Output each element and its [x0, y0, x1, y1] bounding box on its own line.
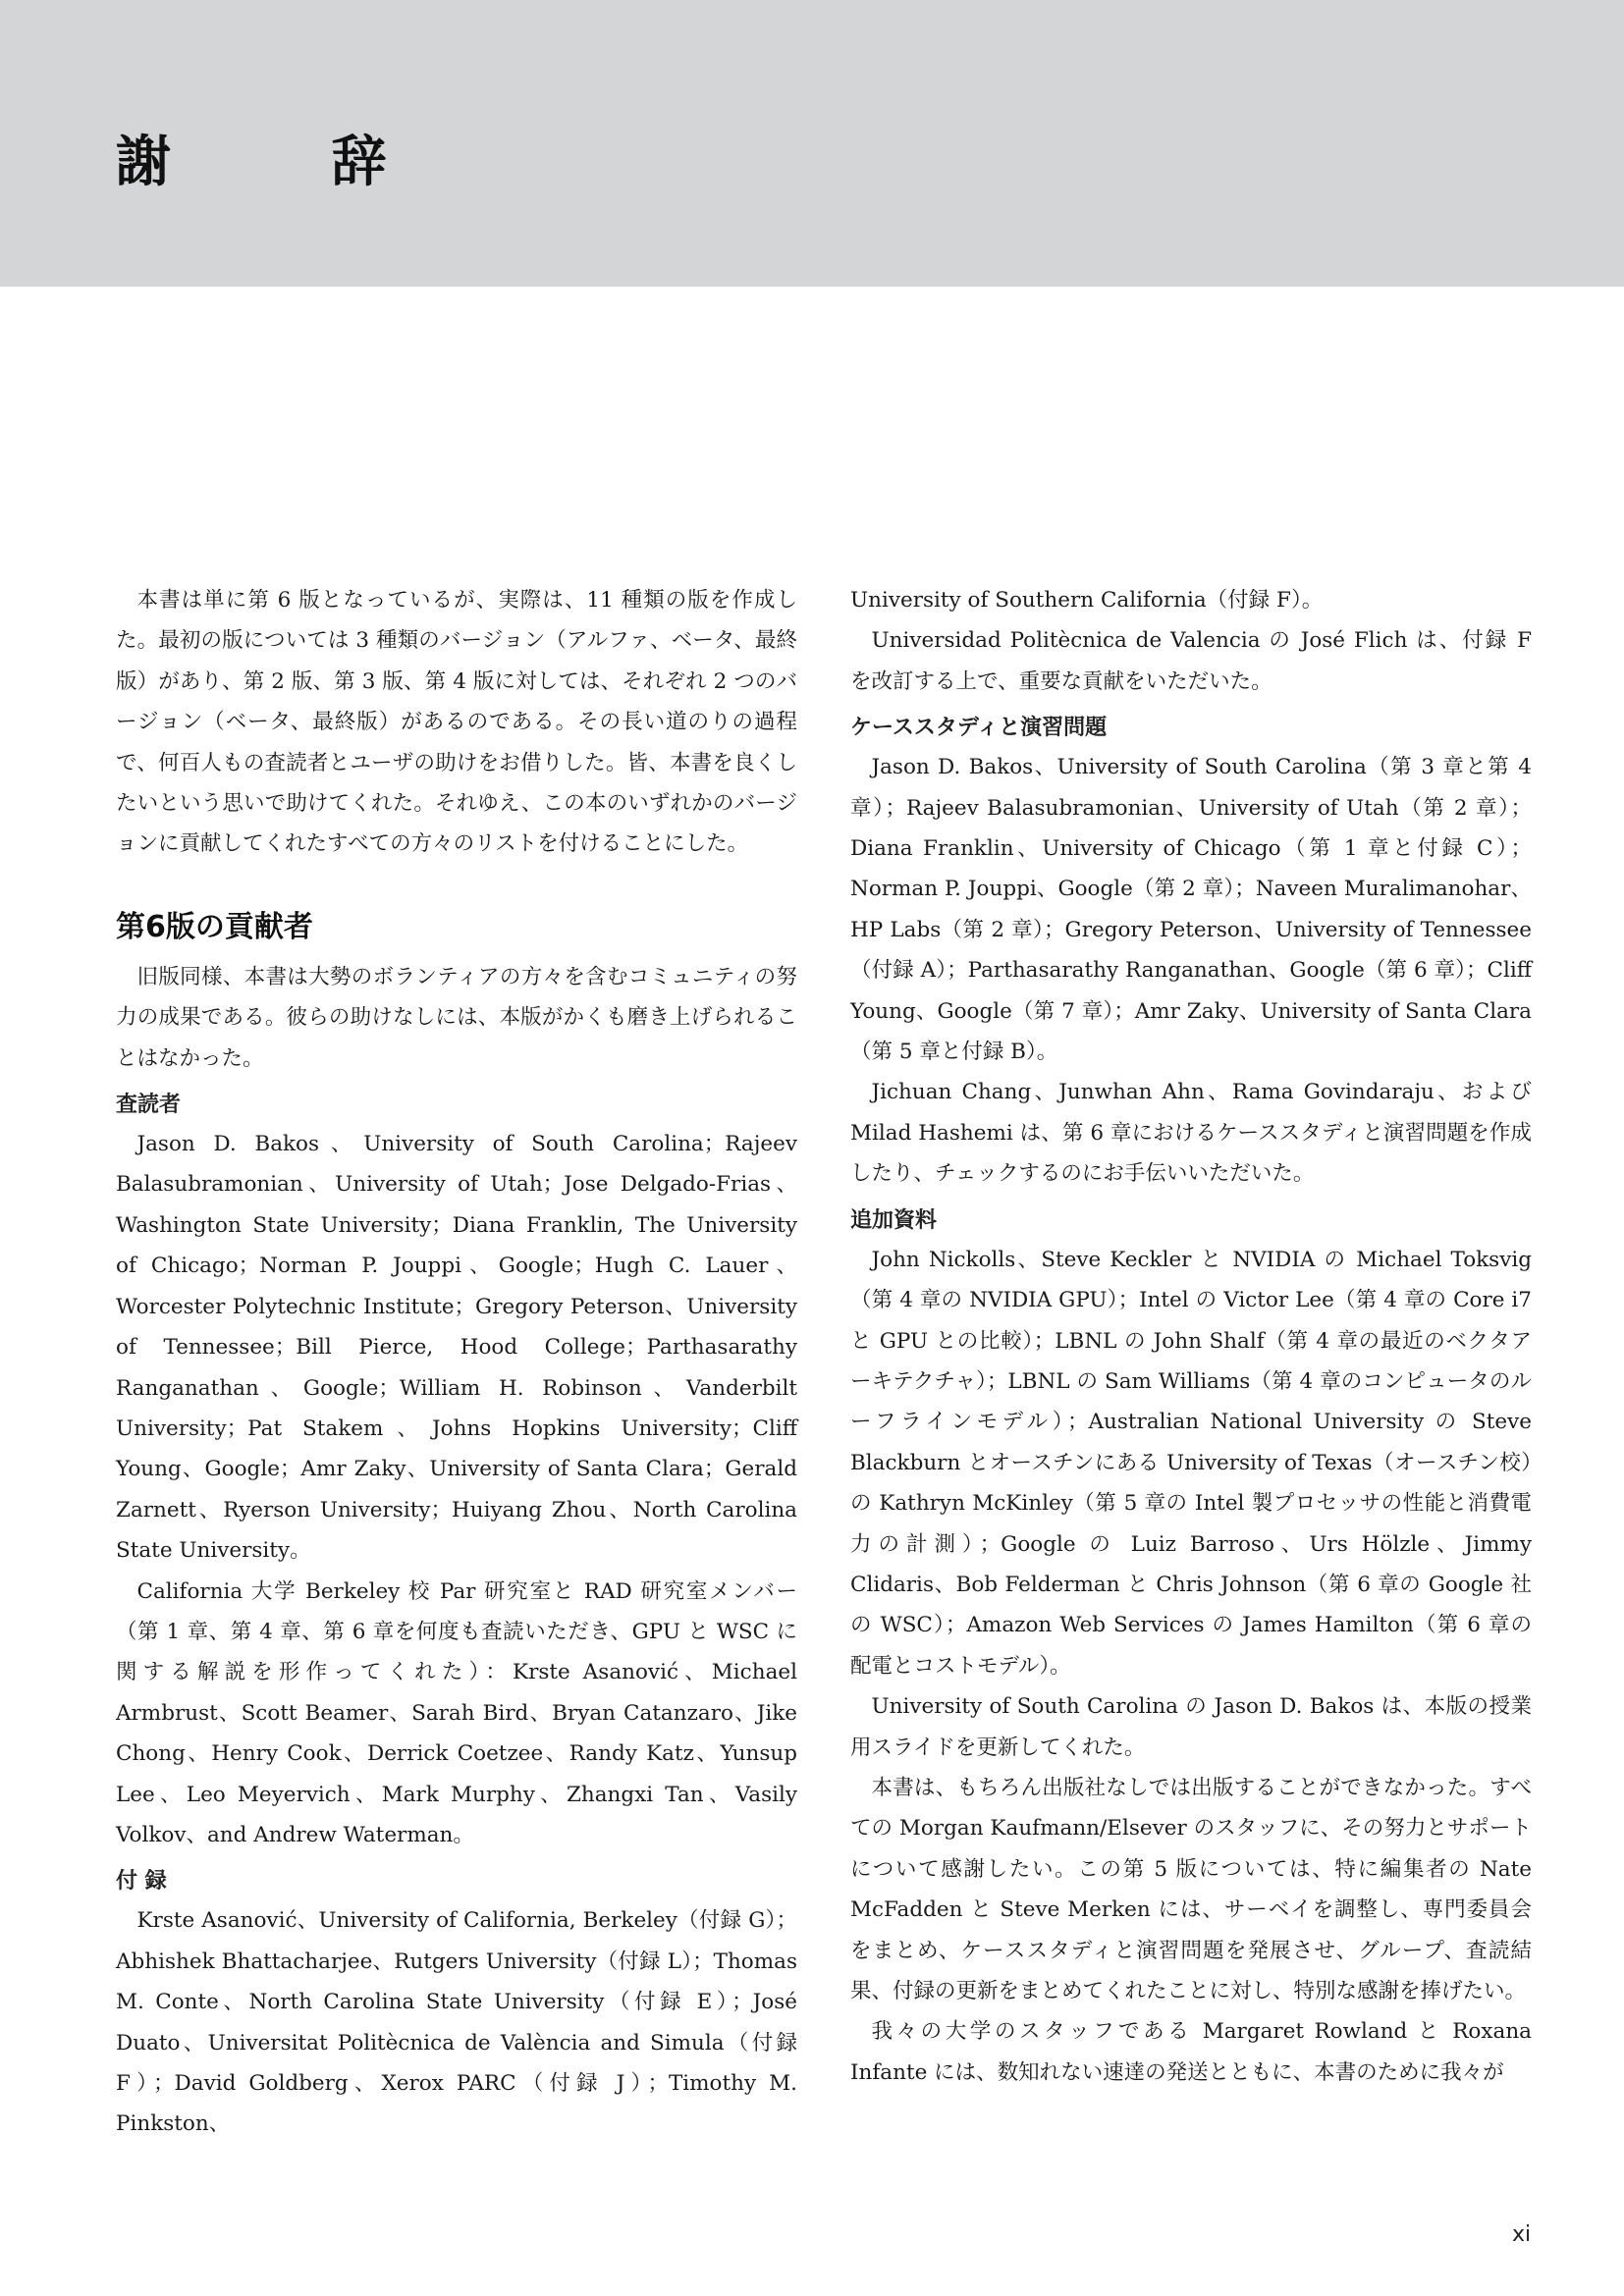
publisher-thanks-paragraph: 本書は、もちろん出版社なしでは出版することができなかった。すべての Morgan Kaufmann/Elsever のスタッフに、その努力とサポートについて感謝したい。この第 5 版については、特に編集者の Nate McFadden と Steve Merken には、サーベイを調整し、専門委員会をまとめ、ケーススタディと演習問題を発展させ、グループ、査読結果、付録の更新をまとめてくれたことに対し、特別な感謝を捧げたい。	[850, 1775, 1532, 2003]
case-studies-paragraph: Jason D. Bakos、University of South Carolina（第 3 章と第 4 章）；Rajeev Balasubramonian、University of Utah（第 2 章）；Diana Franklin、University of Chicago（第 1 章と付録 C）；Norman P. Jouppi、Google（第 2 章）；Naveen Muralimanohar、HP Labs（第 2 章）；Gregory Peterson、University of Tennessee（付録 A）；Parthasarathy Ranganathan、Google（第 6 章）；Cliff Young、Google（第 7 章）；Amr Zaky、University of Santa Clara（第 5 章と付録 B）。	[850, 755, 1532, 1065]
subheading-additional-materials: 追加資料	[850, 1207, 938, 1233]
page-title: 謝 辞	[116, 131, 458, 194]
staff-thanks-paragraph: 我々の大学のスタッフである Margaret Rowland と Roxana Infante には、数知れない速達の発送とともに、本書のために我々が	[850, 2019, 1532, 2085]
left-column	[116, 580, 797, 2145]
case-studies-paragraph-2: Jichuan Chang、Junwhan Ahn、Rama Govindaraju、および Milad Hashemi は、第 6 章におけるケーススタディと演習問題を作成したり、チェックするのにお手伝いいただいた。	[850, 1080, 1532, 1187]
berkeley-paragraph: California 大学 Berkeley 校 Par 研究室と RAD 研究室メンバー（第 1 章、第 4 章、第 6 章を何度も査読いただき、GPU と WSC に関する解説を形作ってくれた）：Krste Asanović、Michael Armbrust、Scott Beamer、Sarah Bird、Bryan Catanzaro、Jike Chong、Henry Cook、Derrick Coetzee、Randy Katz、Yunsup Lee、Leo Meyervich、Mark Murphy、Zhangxi Tan、Vasily Volkov、and Andrew Waterman。	[116, 1578, 797, 1847]
slides-paragraph: University of South Carolina の Jason D. Bakos は、本版の授業用スライドを更新してくれた。	[850, 1694, 1532, 1760]
additional-materials-paragraph: John Nickolls、Steve Keckler と NVIDIA の Michael Toksvig（第 4 章の NVIDIA GPU）；Intel の Victor Lee（第 4 章の Core i7 と GPU との比較）；LBNL の John Shalf（第 4 章の最近のベクタアーキテクチャ）；LBNL の Sam Williams（第 4 章のコンピュータのルーフラインモデル）；Australian National University の Steve Blackburn とオースチンにある University of Texas（オースチン校）の Kathryn McKinley（第 5 章の Intel 製プロセッサの性能と消費電力の計測）；Google の Luiz Barroso、Urs Hölzle、Jimmy Clidaris、Bob Felderman と Chris Johnson（第 6 章の Google 社の WSC）；Amazon Web Services の James Hamilton（第 6 章の配電とコストモデル）。	[850, 1247, 1532, 1679]
page-number: xi	[1512, 2222, 1532, 2247]
valencia-paragraph: Universidad Politècnica de Valencia の José Flich は、付録 F を改訂する上で、重要な貢献をいただいた。	[850, 628, 1532, 694]
subheading-case-studies: ケーススタディと演習問題	[850, 716, 1108, 741]
contributors-intro-paragraph: 旧版同様、本書は大勢のボランティアの方々を含むコミュニティの努力の成果である。彼らの助けなしには、本版がかくも磨き上げられることはなかった。	[116, 964, 797, 1071]
appendix-paragraph: Krste Asanović、University of California, Berkeley（付録 G）；Abhishek Bhattacharjee、Rutgers University（付録 L）；Thomas M. Conte、North Carolina State University（付録 E）；José Duato、Universitat Politècnica de València and Simula（付録 F）；David Goldberg、Xerox PARC（付録 J）；Timothy M. Pinkston、	[116, 1908, 797, 2137]
appendix-continuation: University of Southern California（付録 F）。	[850, 588, 1324, 613]
intro-paragraph: 本書は単に第 6 版となっているが、実際は、11 種類の版を作成した。最初の版については 3 種類のバージョン（アルファ、ベータ、最終版）があり、第 2 版、第 3 版、第 4 版に対しては、それぞれ 2 つのバージョン（ベータ、最終版）があるのである。その長い道のりの過程で、何百人もの査読者とユーザの助けをお借りした。皆、本書を良くしたいという思いで助けてくれた。それゆえ、この本のいずれかのバージョンに貢献してくれたすべての方々のリストを付けることにした。	[116, 588, 797, 857]
chapter-header-band	[0, 0, 1624, 287]
subheading-appendix: 付 録	[116, 1869, 167, 1895]
subheading-reviewers: 査読者	[116, 1093, 182, 1118]
reviewers-paragraph: Jason D. Bakos、University of South Carolina；Rajeev Balasubramonian、University of Utah；Jose Delgado-Frias、Washington State University；Diana Franklin, The University of Chicago；Norman P. Jouppi、Google；Hugh C. Lauer、Worcester Polytechnic Institute；Gregory Peterson、University of Tennessee；Bill Pierce, Hood College；Parthasarathy Ranganathan、Google；William H. Robinson、Vanderbilt University；Pat Stakem、Johns Hopkins University；Cliff Young、Google；Amr Zaky、University of Santa Clara；Gerald Zarnett、Ryerson University；Huiyang Zhou、North Carolina State University。	[116, 1132, 797, 1564]
right-column	[850, 580, 1532, 2093]
section-heading-contributors: 第6版の貢献者	[116, 909, 313, 944]
